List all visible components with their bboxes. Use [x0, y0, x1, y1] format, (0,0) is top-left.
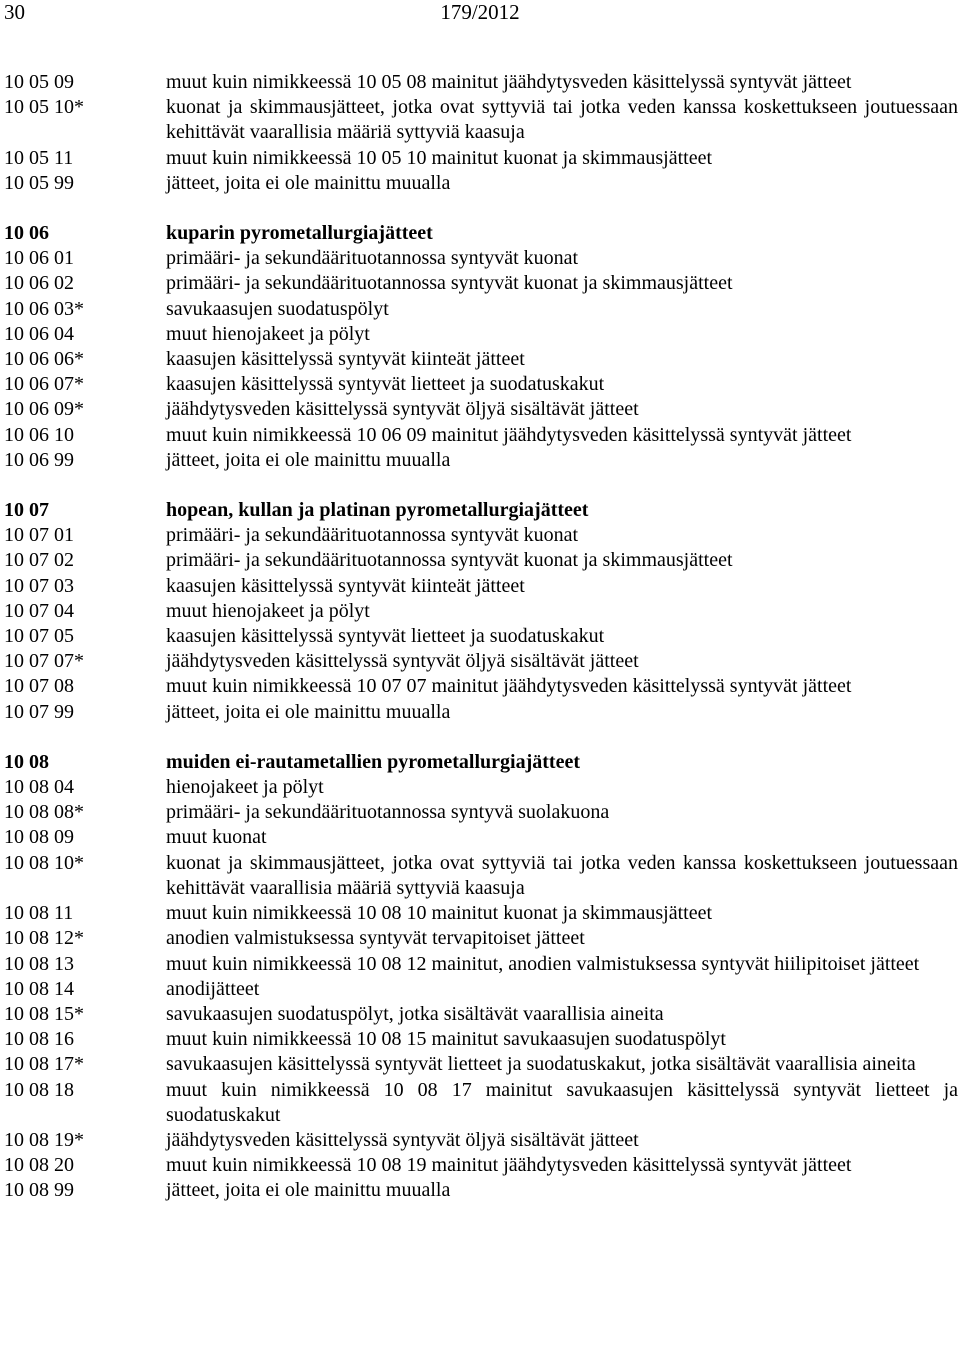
waste-code: 10 08 14	[4, 977, 74, 1000]
waste-description: muut kuin nimikkeessä 10 05 10 mainitut kuonat ja skimmausjätteet	[166, 146, 713, 169]
waste-description: kaasujen käsittelyssä syntyvät kiinteät jätteet	[166, 348, 525, 371]
waste-description: jäähdytysveden käsittelyssä syntyvät öljyä sisältävät jätteet	[166, 1128, 639, 1151]
waste-entry	[4, 952, 958, 977]
waste-section	[4, 498, 958, 725]
waste-entry	[4, 800, 958, 825]
waste-code: 10 08 10*	[4, 851, 84, 874]
page-number: 30	[4, 0, 25, 24]
waste-entry	[4, 926, 958, 951]
waste-code: 10 08 20	[4, 1154, 74, 1177]
waste-code: 10 07 08	[4, 675, 74, 698]
waste-code: 10 08 13	[4, 952, 74, 975]
waste-description: muut kuin nimikkeessä 10 06 09 mainitut jäähdytysveden käsittelyssä syntyvät jätteet	[166, 423, 852, 446]
waste-code: 10 07 01	[4, 524, 74, 547]
waste-entry	[4, 548, 958, 573]
waste-code: 10 07 02	[4, 549, 74, 572]
waste-code: 10 05 11	[4, 146, 74, 169]
waste-code: 10 06 10	[4, 423, 74, 446]
waste-code: 10 08 99	[4, 1179, 74, 1202]
waste-description: kuonat ja skimmausjätteet, jotka ovat syttyviä tai jotka veden kanssa koskettukseen joutuessaan kehittävät vaarallisia määriä syttyviä kaasuja	[166, 851, 958, 899]
section-heading	[4, 221, 958, 246]
heading-title: kuparin pyrometallurgiajätteet	[166, 222, 433, 245]
waste-code: 10 06 09*	[4, 398, 84, 421]
waste-description: primääri- ja sekundäärituotannossa syntyvät kuonat ja skimmausjätteet	[166, 272, 733, 295]
waste-description: anodijätteet	[166, 977, 260, 1000]
section-heading	[4, 750, 958, 775]
waste-description: muut kuin nimikkeessä 10 08 19 mainitut jäähdytysveden käsittelyssä syntyvät jätteet	[166, 1154, 852, 1177]
waste-entry	[4, 1178, 958, 1203]
waste-description: primääri- ja sekundäärituotannossa syntyvä suolakuona	[166, 801, 610, 824]
waste-entry	[4, 271, 958, 296]
heading-title: hopean, kullan ja platinan pyrometallurgiajätteet	[166, 499, 589, 522]
waste-code: 10 08 18	[4, 1078, 74, 1101]
waste-code-list	[4, 70, 958, 1229]
heading-code: 10 06	[4, 222, 49, 245]
waste-code: 10 06 07*	[4, 373, 84, 396]
waste-entry	[4, 246, 958, 271]
waste-description: muut hienojakeet ja pölyt	[166, 599, 370, 622]
waste-entry	[4, 674, 958, 699]
waste-entry	[4, 649, 958, 674]
waste-description: jäähdytysveden käsittelyssä syntyvät öljyä sisältävät jätteet	[166, 398, 639, 421]
waste-section	[4, 70, 958, 196]
waste-entry	[4, 624, 958, 649]
waste-entry	[4, 423, 958, 448]
page-header	[0, 0, 960, 28]
waste-entry	[4, 322, 958, 347]
waste-entry	[4, 95, 958, 145]
waste-description: jätteet, joita ei ole mainittu muualla	[166, 448, 451, 471]
waste-description: jätteet, joita ei ole mainittu muualla	[166, 700, 451, 723]
waste-entry	[4, 1002, 958, 1027]
waste-description: savukaasujen suodatuspölyt	[166, 297, 389, 320]
waste-entry	[4, 574, 958, 599]
waste-entry	[4, 1052, 958, 1077]
waste-entry	[4, 297, 958, 322]
waste-entry	[4, 599, 958, 624]
waste-entry	[4, 397, 958, 422]
waste-entry	[4, 146, 958, 171]
waste-entry	[4, 1078, 958, 1128]
waste-description: jäähdytysveden käsittelyssä syntyvät öljyä sisältävät jätteet	[166, 650, 639, 673]
waste-entry	[4, 1128, 958, 1153]
waste-description: muut kuin nimikkeessä 10 08 10 mainitut kuonat ja skimmausjätteet	[166, 902, 713, 925]
waste-description: muut kuin nimikkeessä 10 08 12 mainitut, anodien valmistuksessa syntyvät hiilipitoiset jätteet	[166, 952, 920, 975]
waste-entry	[4, 1027, 958, 1052]
waste-description: muut hienojakeet ja pölyt	[166, 322, 370, 345]
waste-code: 10 05 99	[4, 171, 74, 194]
waste-code: 10 06 03*	[4, 297, 84, 320]
waste-description: muut kuin nimikkeessä 10 08 15 mainitut savukaasujen suodatuspölyt	[166, 1028, 726, 1051]
waste-section	[4, 221, 958, 473]
heading-title: muiden ei-rautametallien pyrometallurgiajätteet	[166, 750, 580, 773]
waste-description: muut kuin nimikkeessä 10 07 07 mainitut jäähdytysveden käsittelyssä syntyvät jätteet	[166, 675, 852, 698]
waste-entry	[4, 1153, 958, 1178]
waste-entry	[4, 448, 958, 473]
waste-description: jätteet, joita ei ole mainittu muualla	[166, 1179, 451, 1202]
waste-code: 10 06 01	[4, 247, 74, 270]
waste-description: primääri- ja sekundäärituotannossa syntyvät kuonat ja skimmausjätteet	[166, 549, 733, 572]
heading-code: 10 08	[4, 750, 49, 773]
waste-code: 10 08 04	[4, 776, 74, 799]
waste-code: 10 08 09	[4, 826, 74, 849]
waste-entry	[4, 825, 958, 850]
waste-code: 10 07 99	[4, 700, 74, 723]
waste-description: jätteet, joita ei ole mainittu muualla	[166, 171, 451, 194]
waste-section	[4, 750, 958, 1204]
waste-description: primääri- ja sekundäärituotannossa syntyvät kuonat	[166, 247, 579, 270]
heading-code: 10 07	[4, 499, 49, 522]
waste-entry	[4, 523, 958, 548]
waste-code: 10 07 03	[4, 574, 74, 597]
waste-code: 10 07 04	[4, 599, 74, 622]
waste-description: savukaasujen suodatuspölyt, jotka sisältävät vaarallisia aineita	[166, 1002, 664, 1025]
waste-description: hienojakeet ja pölyt	[166, 776, 324, 799]
waste-description: kuonat ja skimmausjätteet, jotka ovat syttyviä tai jotka veden kanssa koskettukseen joutuessaan kehittävät vaarallisia määriä syttyviä kaasuja	[166, 96, 958, 144]
waste-code: 10 06 02	[4, 272, 74, 295]
waste-code: 10 08 12*	[4, 927, 84, 950]
waste-code: 10 06 99	[4, 448, 74, 471]
section-heading	[4, 498, 958, 523]
waste-code: 10 08 08*	[4, 801, 84, 824]
waste-code: 10 07 07*	[4, 650, 84, 673]
waste-code: 10 06 04	[4, 322, 74, 345]
waste-entry	[4, 171, 958, 196]
waste-code: 10 05 09	[4, 71, 74, 93]
waste-code: 10 08 17*	[4, 1053, 84, 1076]
waste-entry	[4, 775, 958, 800]
waste-description: kaasujen käsittelyssä syntyvät kiinteät jätteet	[166, 574, 525, 597]
waste-entry	[4, 977, 958, 1002]
waste-description: savukaasujen käsittelyssä syntyvät lietteet ja suodatuskakut, jotka sisältävät vaarallisia aineita	[166, 1053, 916, 1076]
waste-code: 10 07 05	[4, 625, 74, 648]
waste-description: muut kuin nimikkeessä 10 08 17 mainitut savukaasujen käsittelyssä syntyvät lietteet ja suodatuskakut	[166, 1078, 958, 1126]
waste-entry	[4, 372, 958, 397]
document-id: 179/2012	[440, 0, 520, 24]
waste-description: kaasujen käsittelyssä syntyvät lietteet ja suodatuskakut	[166, 625, 605, 648]
waste-code: 10 06 06*	[4, 348, 84, 371]
waste-code: 10 08 15*	[4, 1002, 84, 1025]
waste-description: anodien valmistuksessa syntyvät tervapitoiset jätteet	[166, 927, 585, 950]
waste-description: muut kuonat	[166, 826, 267, 849]
waste-code: 10 08 16	[4, 1028, 74, 1051]
waste-code: 10 05 10*	[4, 96, 84, 119]
waste-entry	[4, 347, 958, 372]
waste-description: muut kuin nimikkeessä 10 05 08 mainitut jäähdytysveden käsittelyssä syntyvät jätteet	[166, 71, 852, 93]
waste-entry	[4, 851, 958, 901]
waste-entry	[4, 901, 958, 926]
waste-description: kaasujen käsittelyssä syntyvät lietteet ja suodatuskakut	[166, 373, 605, 396]
waste-code: 10 08 19*	[4, 1128, 84, 1151]
waste-entry	[4, 70, 958, 95]
waste-code: 10 08 11	[4, 902, 74, 925]
waste-entry	[4, 700, 958, 725]
waste-description: primääri- ja sekundäärituotannossa syntyvät kuonat	[166, 524, 579, 547]
